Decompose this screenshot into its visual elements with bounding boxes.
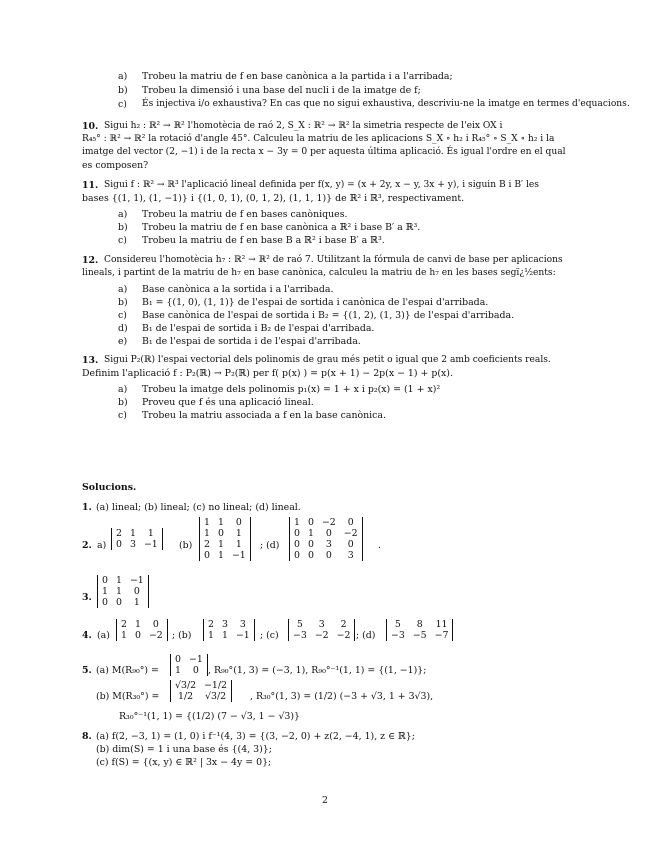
p11-item-a: Trobeu la matriu de f en bases canòniques. [142,209,348,220]
matrix-row [98,597,149,608]
matrix-row [112,528,163,539]
p13-item-a-label: a) [118,384,128,395]
p11-number: 11. [82,180,99,191]
matrix-cell: 1 [235,528,242,539]
p9-item-b-label: b) [118,85,128,96]
matrix-cell: 3 [318,619,325,630]
matrix-2a [111,528,163,550]
sol-5-number: 5. [82,665,92,676]
matrix-row [171,691,232,702]
p9-item-a: Trobeu la matriu de f en base canònica a la partida i a l'arribada; [142,71,453,82]
matrix-4c [288,619,355,641]
matrix-cell: 1 [217,550,224,561]
matrix-row [171,665,208,676]
matrix-cell: −2 [314,630,329,641]
matrix-4b [203,619,255,641]
matrix-cell: 0 [347,517,354,528]
sol-5b-pre: (b) M(R₃₀°) = [96,691,160,702]
p12-item-a: Base canònica a la sortida i a l'arribada. [142,284,334,295]
sol-2-number: 2. [82,540,92,551]
matrix-cell: 3 [239,619,246,630]
matrix-cell: −3 [293,630,307,641]
p12-line-2: lineals, i partint de la matriu de h₇ en base canònica, calculeu la matriu de h₇ en les bases segï¿½ents: [82,268,556,278]
matrix-row [200,539,251,550]
matrix-cell: −1 [143,539,158,550]
matrix-cell: 1 [221,630,228,641]
matrix-cell: 2 [208,619,214,630]
matrix-cell: 3 [347,550,354,561]
matrix-cell: 0 [102,575,108,586]
p13-item-b-label: b) [118,397,128,408]
matrix-cell: 0 [134,630,141,641]
sol-8a: (a) f(2, −3, 1) = (1, 0) i f⁻¹(4, 3) = {(3, −2, 0) + z(2, −4, 1), z ∈ ℝ}; [96,731,415,742]
matrix-cell: 5 [394,619,401,630]
matrix-row [290,539,363,550]
matrix-cell: 0 [204,550,210,561]
matrix-cell: 3 [325,539,332,550]
matrix-4a [116,619,168,641]
sol-4-c-label: ; (c) [260,630,279,641]
matrix-cell: 2 [340,619,347,630]
p12-item-b-label: b) [118,297,128,308]
p13-line-1: Sigui P₂(ℝ) l'espai vectorial dels polinomis de grau més petit o igual que 2 amb coeficients reals. [104,355,551,365]
p12-line-1: Considereu l'homotècia h₇ : ℝ² → ℝ² de raó 7. Utilitzant la fórmula de canvi de base per aplicacions [104,255,563,265]
p11-item-a-label: a) [118,209,128,220]
matrix-cell: 0 [152,619,159,630]
p9-item-b: Trobeu la dimensió i una base del nucli i de la imatge de f; [142,85,421,96]
sol-8-number: 8. [82,731,92,742]
matrix-cell: 0 [115,597,122,608]
matrix-cell: 1 [208,630,214,641]
p12-item-a-label: a) [118,284,128,295]
matrix-cell: √3/2 [175,680,197,691]
matrix-cell: 0 [192,665,199,676]
sol-4-b-label: ; (b) [172,630,192,641]
sol-5a-post: , R₉₀°(1, 3) = (−3, 1), R₉₀°⁻¹(1, 1) = {(1, −1)}; [208,665,427,676]
matrix-5a [170,654,208,676]
matrix-cell: 1 [115,575,122,586]
matrix-cell: 11 [435,619,448,630]
matrix-row [112,539,163,550]
matrix-cell: 1 [175,665,181,676]
p12-item-c: Base canònica de l'espai de sortida i B₂ = {(1, 2), (1, 3)} de l'espai d'arribada. [142,310,515,321]
matrix-4d [386,619,453,641]
matrix-5b [170,680,232,702]
matrix-row [98,575,149,586]
sol-2-end: . [378,540,381,551]
matrix-cell: 1 [235,539,242,550]
p13-line-2: Definim l'aplicació f : P₂(ℝ) → P₂(ℝ) per f( p(x) ) = p(x + 1) − 2p(x − 1) + p(x). [82,368,453,379]
p12-item-d-label: d) [118,323,128,334]
matrix-row [98,586,149,597]
sol-3-number: 3. [82,592,92,603]
matrix-cell: 0 [307,517,314,528]
p11-item-c: Trobeu la matriu de f en base B a ℝ² i base B′ a ℝ³. [142,235,385,246]
matrix-cell: −5 [412,630,427,641]
matrix-cell: −1 [235,630,250,641]
matrix-cell: −1 [129,575,144,586]
p12-item-b: B₁ = {(1, 0), (1, 1)} de l'espai de sortida i canònica de l'espai d'arribada. [142,297,489,308]
matrix-cell: 2 [204,539,210,550]
matrix-cell: 1 [294,517,300,528]
matrix-row [200,550,251,561]
matrix-cell: −2 [321,517,336,528]
sol-5a-pre: (a) M(R₉₀°) = [96,665,159,676]
matrix-row [290,550,363,561]
matrix-cell: 1 [217,539,224,550]
matrix-cell: 1 [134,619,141,630]
sol-2-d-label: ; (d) [260,540,280,551]
matrix-cell: 1 [115,586,122,597]
p10-line-4: es composen? [82,160,149,171]
sol-1-number: 1. [82,502,92,513]
matrix-row [171,654,208,665]
matrix-row [200,528,251,539]
matrix-cell: 1 [133,597,140,608]
matrix-cell: 5 [296,619,303,630]
p11-line-2: bases {(1, 1), (1, −1)} i {(1, 0, 1), (0, 1, 2), (1, 1, 1)} de ℝ² i ℝ³, respectivament. [82,193,465,204]
matrix-row [387,630,453,641]
p12-number: 12. [82,255,99,266]
matrix-cell: −2 [343,528,358,539]
p10-line-3: imatge del vector (2, −1) i de la recta x − 3y = 0 per aquesta última aplicació. És igual l'ordre en el qual [82,147,566,157]
matrix-row [290,528,363,539]
matrix-cell: 0 [347,539,354,550]
p10-line-2: R₄₅° : ℝ² → ℝ² la rotació d'angle 45°. Calculeu la matriu de les aplicacions S_X ∘ h₂ i R₄₅° ∘ S_X ∘ h₂ i la [82,134,555,144]
p13-item-b: Proveu que f és una aplicació lineal. [142,397,314,408]
sol-2-a-label: a) [97,540,107,551]
matrix-2b [199,517,251,561]
matrix-cell: 0 [175,654,181,665]
matrix-cell: 1 [121,630,127,641]
matrix-cell: 0 [307,550,314,561]
matrix-cell: −2 [336,630,351,641]
p12-item-e-label: e) [118,336,128,347]
p13-item-a: Trobeu la imatge dels polinomis p₁(x) = 1 + x i p₂(x) = (1 + x)² [142,384,441,395]
p11-line-1: Sigui f : ℝ² → ℝ³ l'aplicació lineal definida per f(x, y) = (x + 2y, x − y, 3x + y), i siguin B i B′ les [104,180,539,190]
matrix-row [387,619,453,630]
solutions-title: Solucions. [82,482,137,493]
sol-5b-line2: R₃₀°⁻¹(1, 1) = {(1/2) (7 − √3, 1 − √3)} [119,711,301,722]
matrix-cell: 1 [129,528,136,539]
matrix-cell: 8 [416,619,423,630]
sol-4-number: 4. [82,630,92,641]
matrix-cell: 3 [129,539,136,550]
sol-1-text: (a) lineal; (b) lineal; (c) no lineal; (d) lineal. [96,502,301,513]
sol-5b-post: , R₃₀°(1, 3) = (1/2) (−3 + √3, 1 + 3√3), [250,691,434,702]
matrix-cell: 3 [221,619,228,630]
p9-item-c: És injectiva i/o exhaustiva? En cas que no sigui exhaustiva, descriviu-ne la imatge en termes d'equacions. [142,99,630,109]
p11-item-b-label: b) [118,222,128,233]
matrix-cell: 0 [116,539,122,550]
matrix-cell: −3 [391,630,405,641]
matrix-cell: 1 [307,528,314,539]
p12-item-e: B₁ de l'espai de sortida i de l'espai d'arribada. [142,336,361,347]
matrix-row [171,680,232,691]
matrix-cell: 2 [116,528,122,539]
p13-item-c-label: c) [118,410,127,421]
p11-item-b: Trobeu la matriu de f en base canònica a ℝ² i base B′ a ℝ³. [142,222,421,233]
matrix-cell: −1 [231,550,246,561]
matrix-cell: √3/2 [205,691,227,702]
p9-item-a-label: a) [118,71,128,82]
matrix-cell: −1 [188,654,203,665]
p12-item-c-label: c) [118,310,127,321]
matrix-cell: −1/2 [204,680,228,691]
sol-4-d-label: ; (d) [356,630,376,641]
matrix-cell: 0 [294,528,300,539]
sol-8c: (c) f(S) = {(x, y) ∈ ℝ² | 3x − 4y = 0}; [96,757,272,768]
matrix-3 [97,575,149,608]
matrix-cell: 0 [325,550,332,561]
p10-number: 10. [82,121,99,132]
matrix-cell: 1/2 [177,691,194,702]
matrix-cell: 1 [217,517,224,528]
matrix-row [200,517,251,528]
matrix-row [289,630,355,641]
matrix-cell: 1 [147,528,154,539]
sol-2-b-label: (b) [179,540,193,551]
matrix-row [204,619,255,630]
sol-4-a-label: (a) [97,630,110,641]
matrix-cell: 0 [217,528,224,539]
p9-item-c-label: c) [118,99,127,110]
matrix-cell: 0 [294,550,300,561]
matrix-cell: 1 [204,517,210,528]
matrix-cell: 0 [307,539,314,550]
matrix-cell: 1 [102,586,108,597]
page-number: 2 [322,795,328,806]
matrix-cell: 0 [294,539,300,550]
matrix-cell: 0 [133,586,140,597]
matrix-cell: −7 [434,630,449,641]
matrix-row [289,619,355,630]
matrix-cell: 2 [121,619,127,630]
matrix-row [117,630,168,641]
matrix-cell: 0 [235,517,242,528]
matrix-row [204,630,255,641]
matrix-cell: −2 [148,630,163,641]
p13-item-c: Trobeu la matriu associada a f en la base canònica. [142,410,386,421]
matrix-2d [289,517,363,561]
matrix-cell: 0 [325,528,332,539]
matrix-row [290,517,363,528]
matrix-row [117,619,168,630]
p13-number: 13. [82,355,99,366]
p11-item-c-label: c) [118,235,127,246]
matrix-cell: 0 [102,597,108,608]
p12-item-d: B₁ de l'espai de sortida i B₂ de l'espai d'arribada. [142,323,375,334]
sol-8b: (b) dim(S) = 1 i una base és {(4, 3)}; [96,744,272,755]
matrix-cell: 1 [204,528,210,539]
p10-line-1: Sigui h₂ : ℝ² → ℝ² l'homotècia de raó 2, S_X : ℝ² → ℝ² la simetria respecte de l'eix OX i [104,121,503,131]
